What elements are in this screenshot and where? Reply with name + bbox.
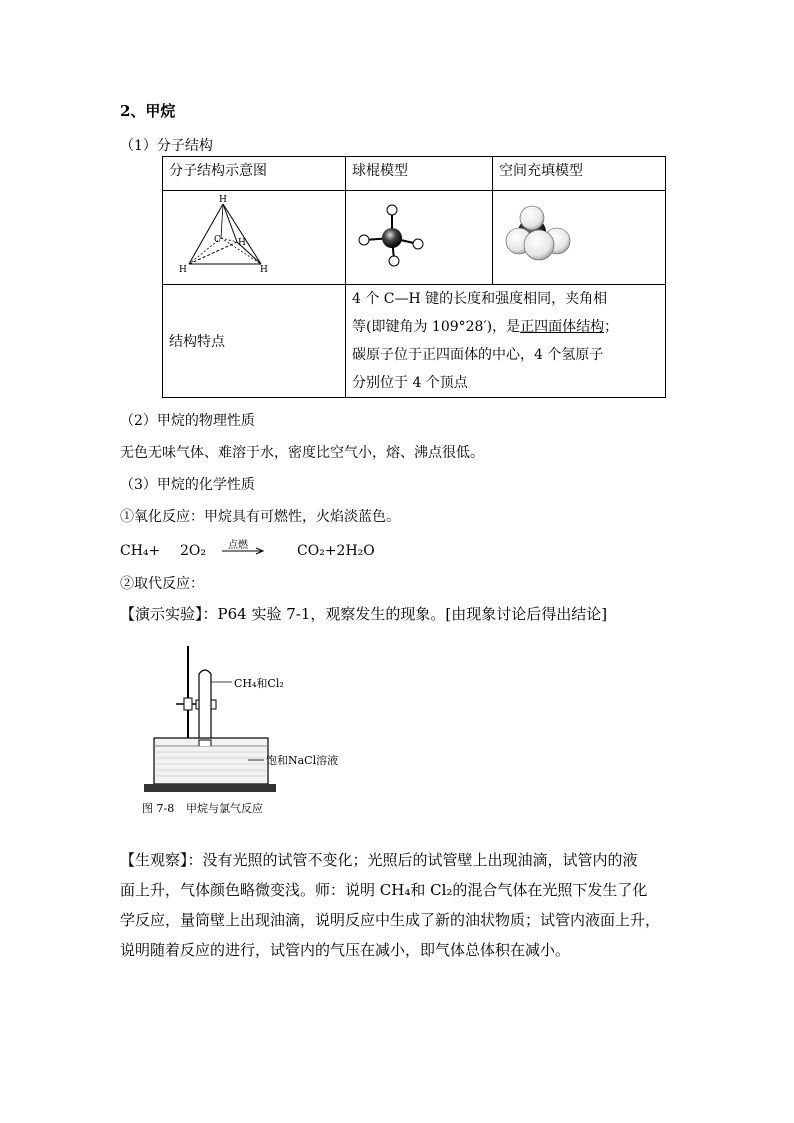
header-ball-stick: 球棍模型: [346, 157, 493, 191]
demo-text: 【演示实验】：P64 实验 7-1，观察发生的现象。[由现象讨论后得出结论]: [120, 605, 608, 623]
observation-line-4: 说明随着反应的进行，试管内的气压在减小，即气体总体积在减小。: [120, 941, 571, 959]
tetra-label-h-top: H: [219, 195, 227, 205]
experiment-figure: [138, 640, 338, 820]
equation-left: CH₄+: [120, 543, 161, 559]
structure-table: [162, 156, 666, 398]
physical-properties: 无色无味气体、难溶于水，密度比空气小，熔、沸点很低。: [120, 445, 484, 461]
feature-label: 结构特点: [163, 285, 346, 398]
label-solution: 饱和NaCl溶液: [266, 754, 338, 767]
subsection-chemical: （3）甲烷的化学性质: [120, 477, 255, 493]
observation-line-3: 学反应，量筒壁上出现油滴，说明反应中生成了新的油状物质；试管内液面上升，: [120, 911, 661, 929]
figure-number: 图 7-8: [142, 802, 175, 815]
tetra-label-h-right: H: [260, 265, 268, 275]
equation-right: CO₂+2H₂O: [297, 543, 375, 559]
feature-line-1: 4 个 C—H 键的长度和强度相同，夹角相: [352, 291, 608, 307]
ball-stick-model: [352, 194, 486, 277]
oxidation-text: ①氧化反应：甲烷具有可燃性，火焰淡蓝色。: [120, 509, 400, 525]
feature-line-4: 分别位于 4 个顶点: [352, 375, 468, 391]
reaction-arrow-icon: [222, 547, 266, 555]
space-filling-cell: [493, 191, 666, 285]
tetra-label-h-back: H: [238, 238, 246, 248]
section-title: 2、甲烷: [120, 102, 176, 120]
space-filling-model: [499, 194, 659, 277]
substitution-text: ②取代反应：: [120, 576, 204, 592]
tetrahedron-cell: [163, 191, 346, 285]
observation-line-2: 面上升，气体颜色略微变浅。师：说明 CH₄和 Cl₂的混合气体在光照下发生了化: [120, 881, 648, 899]
equation-o2: 2O₂: [180, 543, 206, 559]
label-tube-gas: CH₄和Cl₂: [234, 677, 284, 690]
ball-stick-cell: [346, 191, 493, 285]
feature-line-2: [352, 313, 659, 341]
feature-line-3: 碳原子位于正四面体的中心，4 个氢原子: [352, 347, 604, 363]
feature-underlined: 正四面体结构: [520, 319, 605, 335]
tetra-label-c: C: [214, 235, 221, 245]
header-schematic: 分子结构示意图: [163, 157, 346, 191]
tetrahedron-diagram: [169, 194, 339, 277]
subsection-physical: （2）甲烷的物理性质: [120, 413, 255, 429]
equation-condition: 点燃: [228, 540, 248, 551]
feature-text: [346, 285, 666, 398]
feature-line-2a: 等(即键角为 109°28′)，是: [352, 319, 521, 335]
feature-line-2b: ；: [604, 319, 619, 335]
subsection-structure: （1）分子结构: [120, 138, 213, 154]
observation-paragraph: [120, 845, 680, 965]
tetra-label-h-left: H: [179, 265, 187, 275]
figure-caption: 甲烷与氯气反应: [186, 802, 263, 815]
header-space-filling: 空间充填模型: [493, 157, 666, 191]
observation-line-1: 【生观察】：没有光照的试管不变化；光照后的试管壁上出现油滴，试管内的液: [120, 851, 638, 869]
carbon-atom: [382, 228, 402, 248]
